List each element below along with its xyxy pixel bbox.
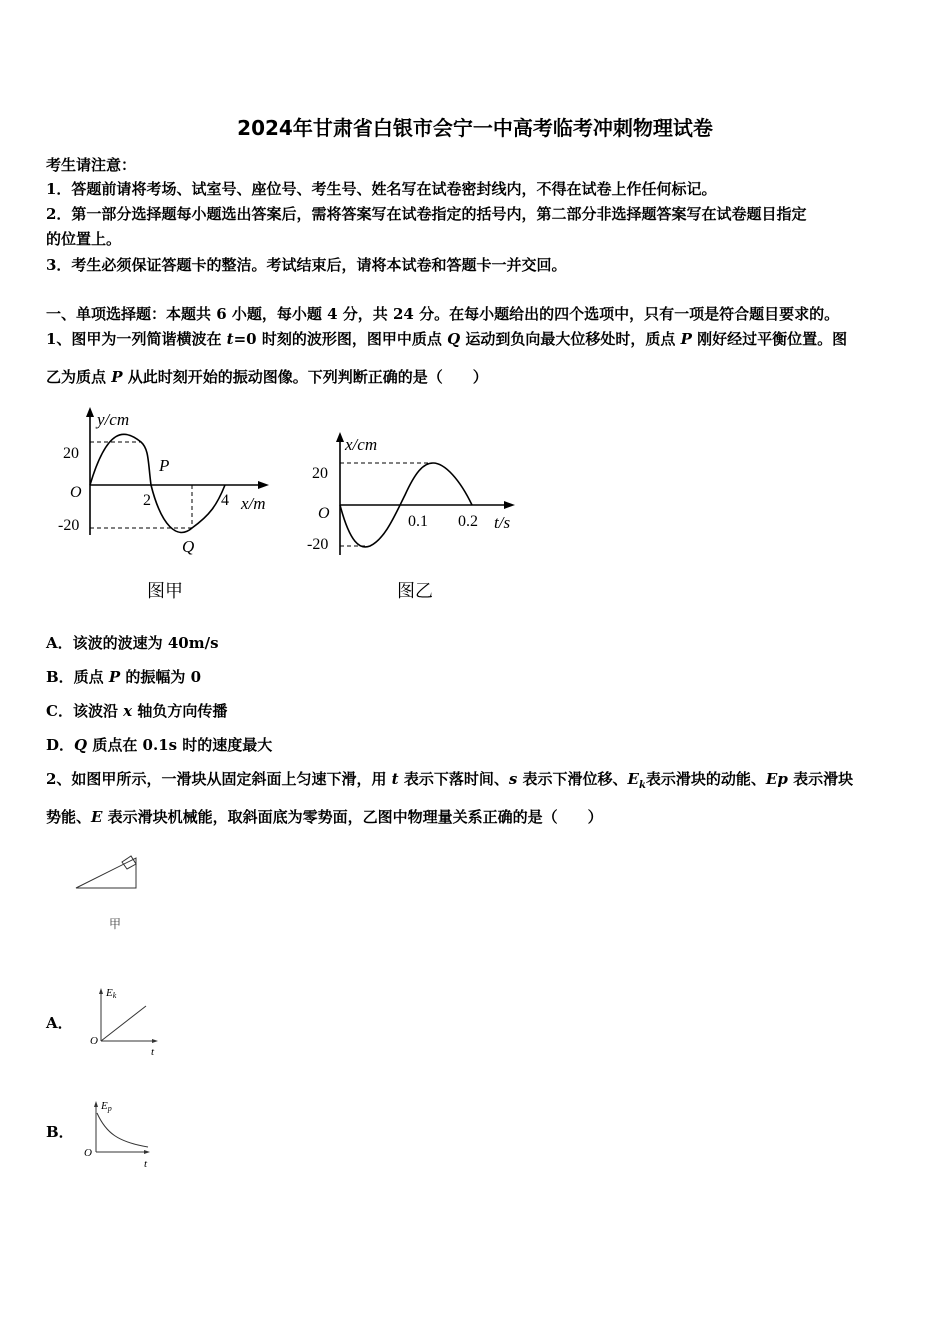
wave-curve [90, 434, 225, 532]
point-q-label: Q [182, 537, 195, 556]
q2-stem-line1 [46, 768, 853, 791]
ylabel-main: E [101, 1100, 108, 1112]
x-tick-0.1: 0.1 [408, 513, 428, 530]
q1-text: 1、图甲为一列简谐横波在 [46, 330, 227, 348]
figure-jia-wave [55, 405, 290, 605]
q2-var-t: t [391, 770, 399, 788]
graph-b-xlabel: t [144, 1158, 148, 1170]
x-label: x/m [241, 494, 266, 513]
y-tick-20: 20 [63, 445, 79, 462]
q1-stem-line2 [46, 366, 488, 387]
x-label: t/s [494, 513, 511, 532]
x-axis-arrow [144, 1150, 150, 1154]
ep-curve [97, 1113, 148, 1147]
q1-var-p: P [680, 330, 692, 348]
graph-a-origin: O [90, 1035, 98, 1047]
q2-text: 表示滑块的动能、 [645, 770, 766, 788]
q1-option-d [46, 734, 272, 755]
point-p-label: P [159, 456, 170, 475]
x-axis-arrow [504, 501, 515, 509]
q2-text: 表示滑块 [787, 770, 854, 788]
page-title: 2024年甘肃省白银市会宁一中高考临考冲刺物理试卷 [237, 116, 713, 140]
ylabel-sub: k [112, 991, 117, 1000]
y-axis-arrow [86, 407, 94, 417]
x-axis-arrow [258, 481, 269, 489]
q1-var-p: P [111, 368, 123, 386]
q2-stem-line2 [46, 806, 603, 827]
q1-var-t: t [226, 330, 234, 348]
slider-block [122, 856, 136, 869]
q2-graph-b [80, 1095, 160, 1170]
q1-option-a: A．该波的波速为 40m/s [46, 634, 219, 652]
q1-text: 乙为质点 [46, 368, 112, 386]
q1-option-c [46, 700, 227, 721]
q2-var-ep: Ep [765, 770, 788, 788]
incline-caption: 甲 [109, 917, 122, 931]
opt-text: 轴负方向传播 [132, 702, 228, 720]
graph-b-ylabel [100, 1100, 112, 1113]
y-tick-neg20: -20 [307, 536, 329, 553]
notice-item-2-cont: 的位置上。 [46, 230, 122, 248]
x-tick-0.2: 0.2 [458, 513, 478, 530]
q2-var-ek: E [627, 770, 639, 788]
q2-var-s: s [508, 770, 518, 788]
q1-text: 刚好经过平衡位置。图 [691, 330, 848, 348]
y-tick-neg20: -20 [58, 517, 80, 534]
figure-caption-yi: 图乙 [397, 581, 433, 602]
origin-label: O [70, 484, 82, 501]
notice-heading: 考生请注意： [46, 156, 137, 174]
ylabel-sub: p [107, 1104, 112, 1113]
opt-text: D． [46, 736, 75, 754]
q2-text: 表示下落时间、 [398, 770, 509, 788]
y-label: y/cm [97, 410, 130, 429]
q2-var-e: E [91, 808, 103, 826]
q2-option-a-label: A． [46, 1014, 73, 1032]
q2-text: 表示滑块机械能，取斜面底为零势面，乙图中物理量关系正确的是（ ） [102, 808, 603, 826]
x-axis-arrow [152, 1039, 158, 1043]
notice-item-3: 3．考生必须保证答题卡的整洁。考试结束后，请将本试卷和答题卡一并交回。 [46, 256, 567, 274]
ylabel-main: E [106, 987, 113, 999]
y-axis-arrow [336, 432, 344, 442]
notice-item-2: 2．第一部分选择题每小题选出答案后，需将答案写在试卷指定的括号内，第二部分非选择题答案写在试卷题目指定 [46, 205, 807, 223]
y-axis-arrow [94, 1101, 98, 1107]
figure-yi-vibration [305, 425, 530, 610]
graph-b-origin: O [84, 1147, 92, 1159]
section-heading: 一、单项选择题：本题共 6 小题，每小题 4 分，共 24 分。在每小题给出的四个选项中，只有一项是符合题目要求的。 [46, 305, 840, 323]
opt-var-x: x [123, 702, 133, 720]
y-label: x/cm [345, 435, 378, 454]
q2-option-b-label: B． [46, 1123, 74, 1141]
opt-var-p: P [108, 668, 121, 686]
q1-text: 运动到负向最大位移处时，质点 [460, 330, 681, 348]
opt-var-q: Q [74, 736, 88, 754]
y-tick-20: 20 [312, 465, 328, 482]
opt-text: C．该波沿 [46, 702, 124, 720]
q1-text: =0 时刻的波形图，图甲中质点 [233, 330, 448, 348]
q1-text: 从此时刻开始的振动图像。下列判断正确的是（ ） [122, 368, 488, 386]
y-axis-arrow [99, 988, 103, 994]
ek-line [101, 1006, 146, 1041]
q1-stem-line1 [46, 328, 847, 349]
q2-text: 势能、 [46, 808, 92, 826]
figure-caption-jia: 图甲 [147, 581, 183, 602]
incline-triangle [76, 858, 136, 888]
figure-incline [70, 848, 160, 938]
q1-option-b [46, 666, 201, 687]
x-tick-4: 4 [221, 492, 229, 509]
graph-a-ylabel [105, 987, 117, 1000]
q1-var-q: Q [447, 330, 461, 348]
q2-text: 表示下滑位移、 [517, 770, 628, 788]
opt-text: 的振幅为 0 [120, 668, 202, 686]
origin-label: O [318, 505, 330, 522]
x-tick-2: 2 [143, 492, 151, 509]
opt-text: B．质点 [46, 668, 109, 686]
q2-var-ek-sub: k [638, 780, 646, 791]
notice-item-1: 1．答题前请将考场、试室号、座位号、考生号、姓名写在试卷密封线内，不得在试卷上作任何标记。 [46, 180, 717, 198]
q2-text: 2、如图甲所示，一滑块从固定斜面上匀速下滑，用 [46, 770, 392, 788]
opt-text: 质点在 0.1s 时的速度最大 [87, 736, 273, 754]
graph-a-xlabel: t [151, 1046, 155, 1058]
q2-graph-a [84, 984, 164, 1059]
